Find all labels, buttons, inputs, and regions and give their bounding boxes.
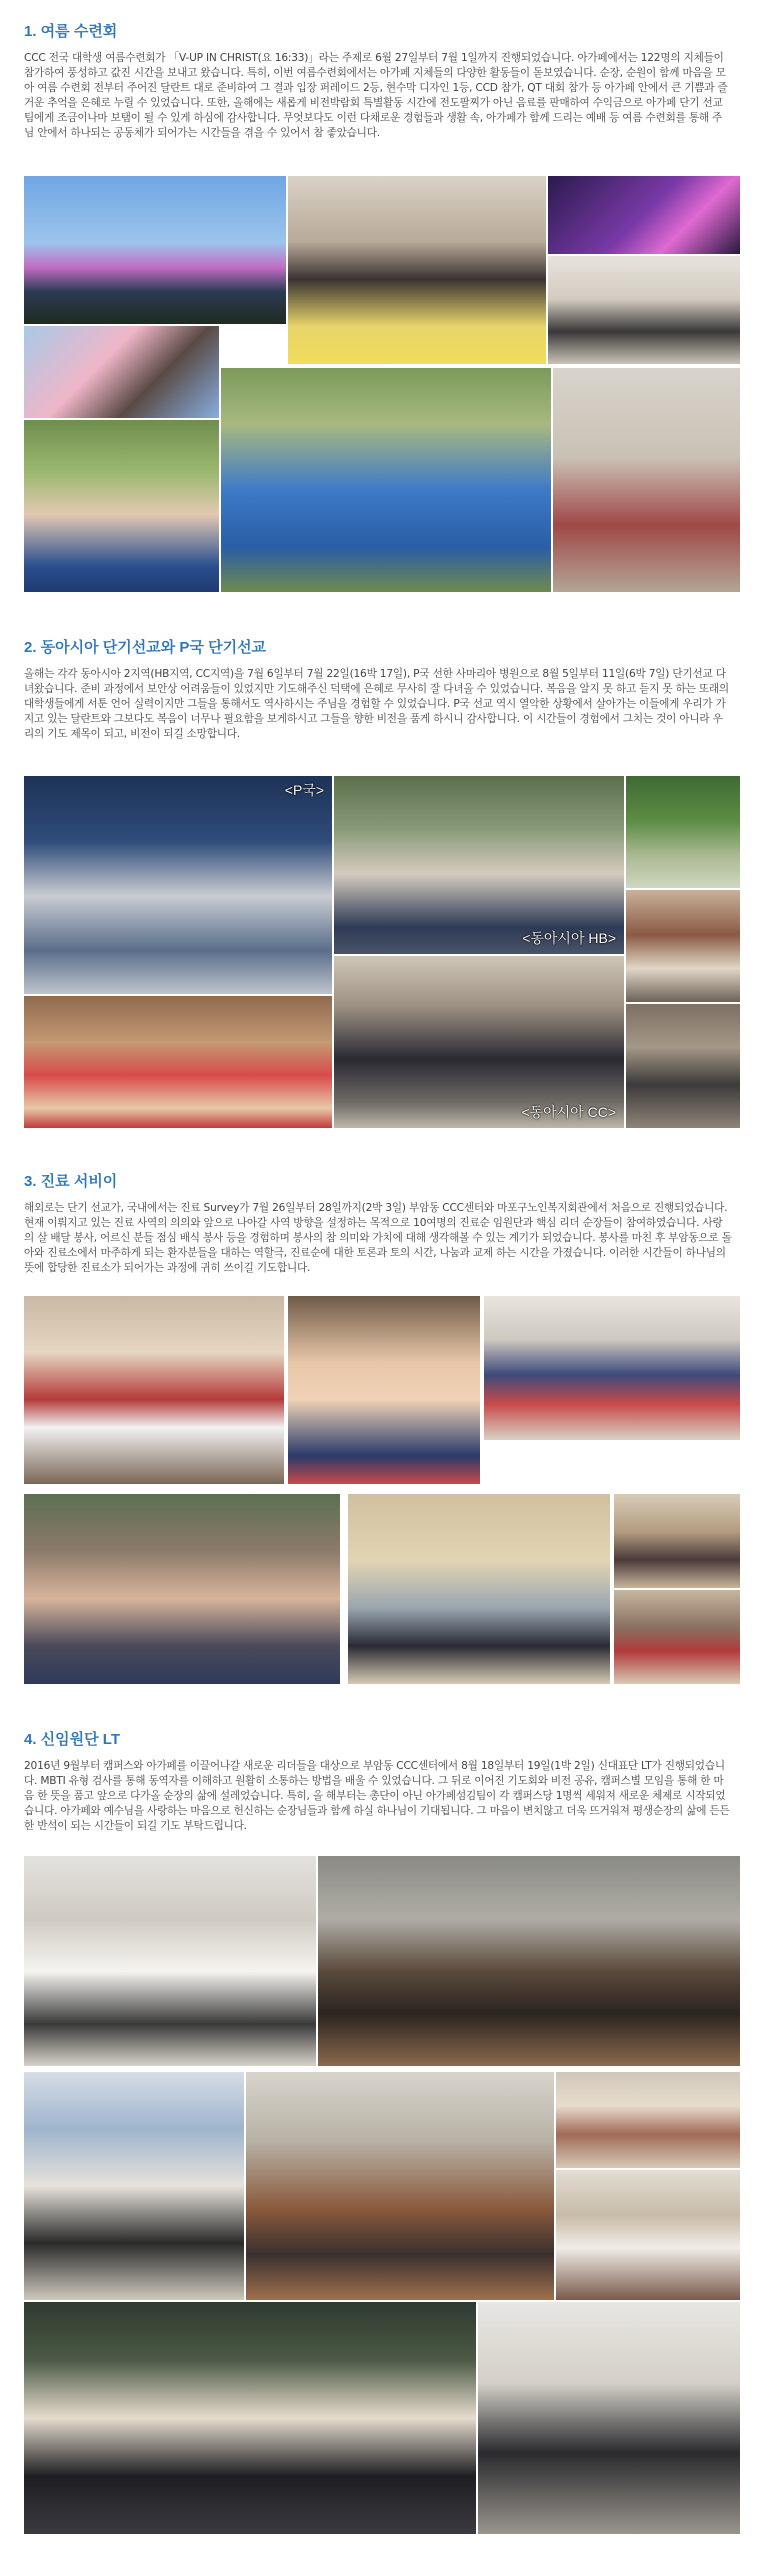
photo-mbti-worksheet — [24, 1856, 316, 2066]
photo-infp-presentation — [24, 2072, 244, 2300]
photo-stage-lineup — [478, 2302, 740, 2534]
photo-seminar-room — [246, 2072, 554, 2300]
photo-two-women-selfie — [288, 1296, 480, 1484]
section-summer-retreat — [24, 20, 732, 141]
section-medical-survey — [24, 1170, 732, 1276]
section-title: 2. 동아시아 단기선교와 P국 단기선교 — [24, 639, 267, 656]
photo-kitchen-helpers — [614, 1590, 740, 1684]
photo-group-discussion — [348, 1494, 610, 1684]
photo-group-sign — [548, 256, 740, 364]
caption-p-country: <P국> — [284, 782, 324, 798]
photo-enfj-card — [556, 2170, 740, 2300]
section-title: 3. 진료 서비이 — [24, 1173, 118, 1190]
photo-kitchen-serving — [484, 1296, 740, 1440]
section-short-term-missions — [24, 636, 732, 742]
photo-small-group-table — [556, 2072, 740, 2168]
photo-elder-selfie — [24, 1494, 340, 1684]
photo-masked-selfie — [24, 1296, 284, 1484]
section-new-leaders-lt — [24, 1728, 732, 1834]
photo-formal-group — [24, 2302, 476, 2534]
section-body: 해외로는 단기 선교가, 국내에서는 진료 Survey가 7월 26일부터 28일까지(2박 3일) 부암동 CCC센터와 마포구노인복지회관에서 처음으로 진행되었습니다. 현재 이뤄지고 있는 진료 사역의 의의와 앞으로 나아갈 사역 방향을 설정하는 목적으로 10여명의 진료순 임원단과 핵심 리더 순장들이 참여하였습니다. 사랑의 살 배달 봉사, 어르신 분들 점심 배식 봉사 등을 경험하며 봉사의 참 의미와 가치에 대해 생각해볼 수 있는 계기가 되었습니다. 봉사를 마친 후 부암동으로 돌아와 진료소에서 마주하게 되는 환자분들을 대하는 역할극, 진료순에 대한 토론과 토의 시간, 나눔과 교제 하는 시간을 가졌습니다. 이러한 시간들이 하나님의 뜻에 합당한 진료소가 되어가는 과정에 귀히 쓰이길 기도합니다. — [24, 1202, 732, 1274]
photo-blue-raincoat-group — [221, 368, 551, 592]
photo-east-asia-cc-group — [334, 956, 624, 1128]
photo-concert-stage — [24, 176, 286, 324]
photo-selfie-glasses — [24, 420, 219, 592]
photo-outdoor-trees — [626, 776, 740, 888]
caption-east-asia-hb: <동아시아 HB> — [522, 930, 616, 946]
photo-group-floor-yellow — [288, 176, 546, 364]
section-title: 4. 신임원단 LT — [24, 1731, 121, 1748]
photo-street-building — [626, 890, 740, 1002]
photo-east-asia-hb-group — [334, 776, 624, 954]
section-body: 2016년 9월부터 캠퍼스와 아가페를 이끌어나갈 새로운 리더들을 대상으로 부암동 CCC센터에서 8월 18일부터 19일(1박 2일) 신대표단 LT가 진행되었습니다. MBTI 유형 검사를 통해 동역자를 이해하고 원활히 소통하는 방법을 배울 수 있었습니다. 그 뒤로 이어진 기도회와 비전 공유, 캠퍼스별 모임을 통해 한 마음 한 뜻을 품고 앞으로 다가올 순장의 삶에 설레었습니다. 특히, 올 해부터는 총단이 아닌 아가페섬김팀이 각 캠퍼스당 1명씩 세워져 새로운 체제로 시작되었습니다. 아가페와 예수님을 사랑하는 마음으로 헌신하는 순장님들과 함께 하실 하나님이 기대됩니다. 그 마음이 변치않고 더욱 뜨거워져 평생순장의 삶에 든든한 반석이 되는 시간들이 되길 기도 부탁드립니다. — [24, 1760, 730, 1832]
photo-seated-circle — [553, 368, 740, 592]
section-title: 1. 여름 수련회 — [24, 23, 118, 40]
photo-dinner-table — [24, 996, 332, 1128]
photo-meal-service — [614, 1494, 740, 1588]
photo-selfie-raincoats — [24, 326, 219, 418]
photo-stage-purple — [548, 176, 740, 254]
photo-airport-group-p-country — [24, 776, 332, 994]
section-body: 올해는 각각 동아시아 2지역(HB지역, CC지역)을 7월 6일부터 7월 22일(16박 17일), P국 선한 사마리아 병원으로 8월 5일부터 11일(6박 7일) 단기선교 다녀왔습니다. 준비 과정에서 보안상 어려움들이 있었지만 기도해주신 덕택에 은혜로 무사히 잘 다녀올 수 있었습니다. 복음을 알지 못 하고 듣지 못 하는 또래의 대학생들에게 서툰 언어 실력이지만 그들을 통해서도 역사하시는 주님을 경험할 수 있었습니다. P국 선교 역시 열악한 상황에서 살아가는 이들에게 우리가 가지고 있는 달란트와 그보다도 복음이 너무나 필요함을 보게하시고 그들을 향한 비전을 품게 하시니 감사합니다. 이 시간들이 경험에서 그치는 것이 아니라 우리의 기도 제목이 되고, 비전이 되길 소망합니다. — [24, 668, 729, 740]
photo-street-pair — [626, 1004, 740, 1128]
caption-east-asia-cc: <동아시아 CC> — [521, 1104, 616, 1120]
section-body: CCC 전국 대학생 여름수련회가 「V-UP IN CHRIST(요 16:33)」라는 주제로 6월 27일부터 7월 1일까지 진행되었습니다. 아가페에서는 122명의 지체들이 참가하여 풍성하고 값진 시간을 보내고 왔습니다. 특히, 이번 여름수련회에서는 아가페 지체들의 다양한 활동들이 돋보였습니다. 순장, 순원이 함께 마음을 모아 여름 수련회 전부터 주어진 달란트 대로 준비하여 그 결과 입장 퍼레이드 2등, 현수막 디자인 1등, CCD 참가, QT 대회 참가 등 아가페 안에서 큰 기쁨과 즐거운 추억을 은혜로 누릴 수 있었습니다. 또한, 올해에는 새롭게 비전박람회 특별활동 시간에 전도팔찌가 아닌 음료를 판매하여 수익금으로 아가페 단기 선교 팀에게 조금이나마 보탬이 될 수 있게 하심에 감사합니다. 무엇보다도 이런 다채로운 경험들과 생활 속, 아가페가 함께 드리는 예배 등 여름 수련회를 통해 주님 안에서 하나되는 공동체가 되어가는 시간들을 겪을 수 있어서 참 좋았습니다. — [24, 52, 728, 139]
photo-hall-circle — [318, 1856, 740, 2066]
